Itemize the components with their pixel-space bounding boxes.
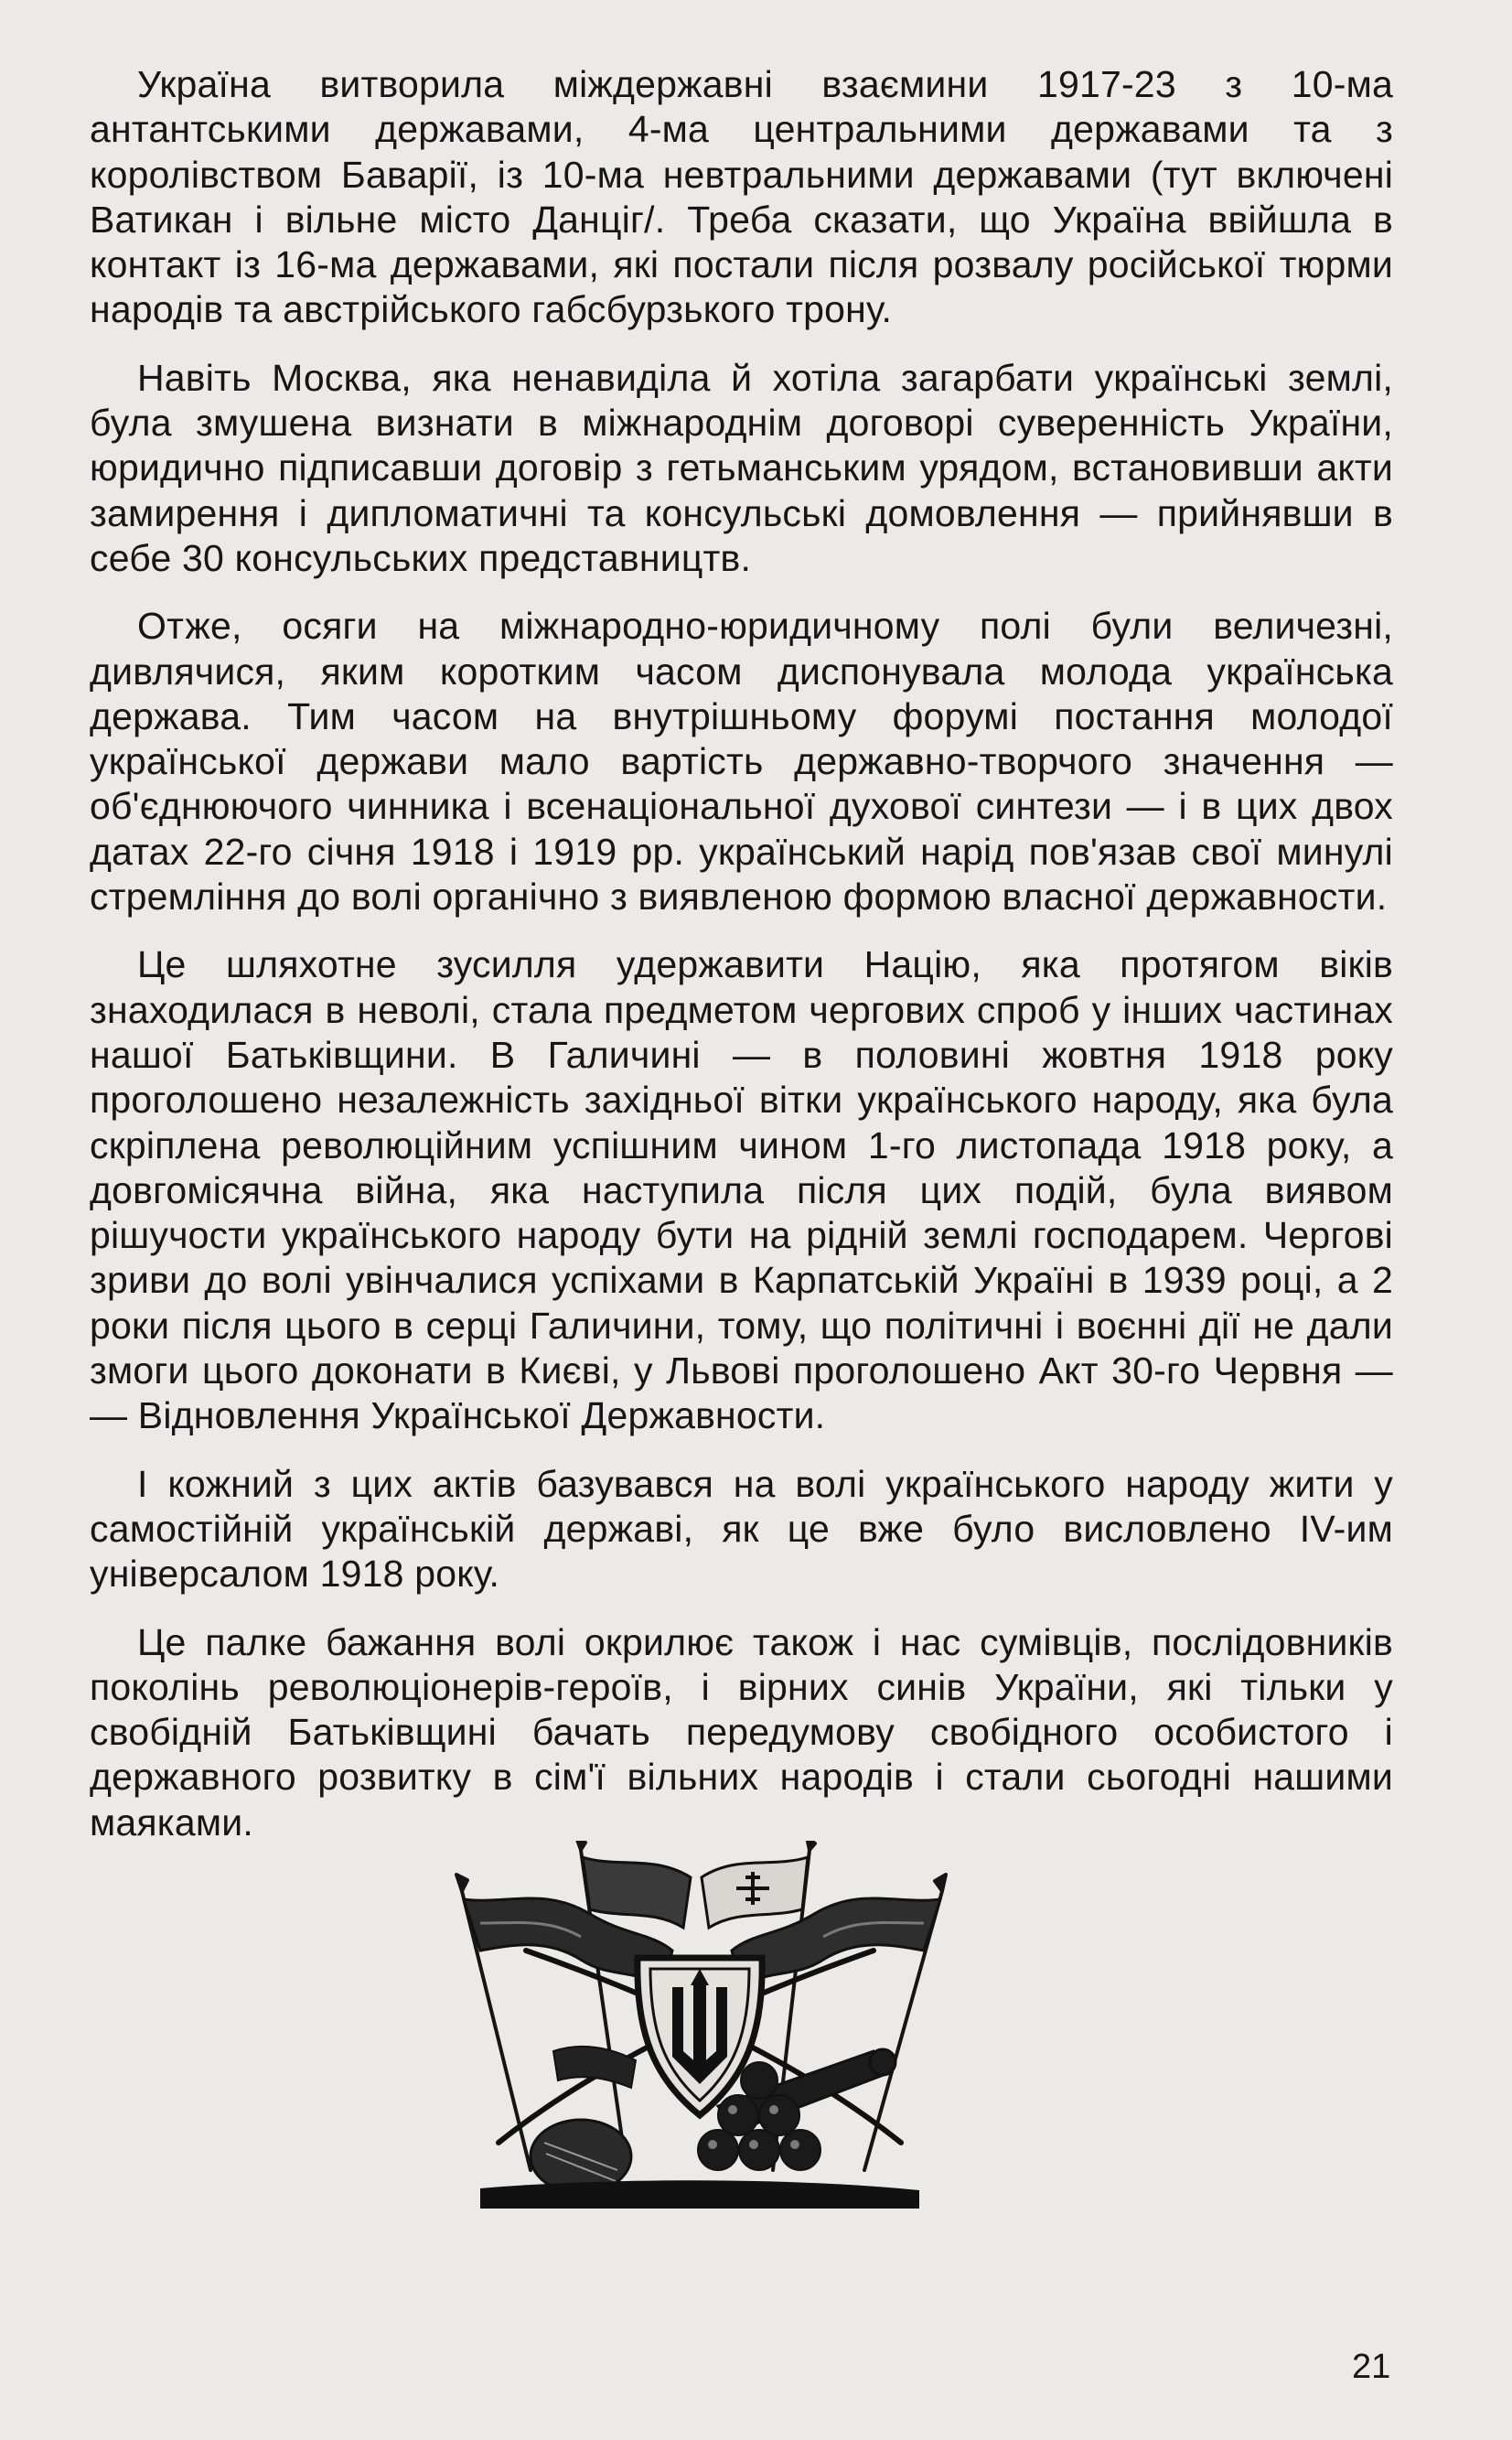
paragraph: Це палке бажання волі окрилює також і нас сумівців, послідовників поколінь революціонерів-героїв, і вірних синів України, які тільки у свобідній Батьківщині бачать передумову свобідного особистого і державного розвитку в сім'ї вільних народів і стали сьогодні нашими маяками.	[90, 1620, 1393, 1843]
page-number: 21	[1352, 2348, 1391, 2386]
paragraph: Це шляхотне зусилля удержавити Націю, яка протягом віків знаходилася в неволі, стала предметом чергових спроб у інших частинах нашої Батьківщини. В Галичині — в половині жовтня 1918 року проголошено незалежність західньої вітки українського народу, яка була скріплена революційним успішним чином 1-го листопада 1918 року, а довгомісячна війна, яка наступила після цих подій, була виявом рішучости українського народу бути на рідній землі господарем. Чергові зриви до волі увінчалися успіхами в Карпатській Україні в 1939 році, а 2 роки після цього в серці Галичини, тому, що політичні і воєнні дії не дали змоги цього доконати в Києві, у Львові проголошено Акт 30-го Червня — — Відновлення Української Державности.	[90, 943, 1393, 1437]
paragraph: Україна витворила міждержавні взаємини 1917-23 з 10-ма антантськими державами, 4-ма центральними державами та з королівством Баварії, із 10-ма невтральними державами (тут включені Ватикан і вільне місто Данціг/. Треба сказати, що Україна ввійшла в контакт із 16-ма державами, які постали після розвалу російської тюрми народів та австрійського габсбурзького трону.	[90, 63, 1393, 331]
trident-emblem-icon	[444, 1841, 956, 2209]
paragraph: Навіть Москва, яка ненавиділа й хотіла загарбати українські землі, була змушена визнати в міжнароднім договорі суверенність України, юридично підписавши договір з гетьманським урядом, встановивши акти замирення і дипломатичні та консульські домовлення — прийнявши в себе 30 консульських представництв.	[90, 356, 1393, 579]
paragraph: І кожний з цих актів базувався на волі українського народу жити у самостійній українській державі, як це вже було висловлено IV-им універсалом 1918 року.	[90, 1462, 1393, 1596]
paragraph: Отже, осяги на міжнародно-юридичному полі були величезні, дивлячися, яким коротким часом диспонувала молода українська держава. Тим часом на внутрішньому форумі постання молодої української держави мало вартість державно-творчого значення — об'єднюючого чинника і всенаціональної духової синтези — і в цих двох датах 22-го січня 1918 і 1919 рр. український нарід пов'язав свої минулі стремління до волі органічно з виявленою формою власної державности.	[90, 605, 1393, 919]
body-text	[90, 62, 1393, 1868]
